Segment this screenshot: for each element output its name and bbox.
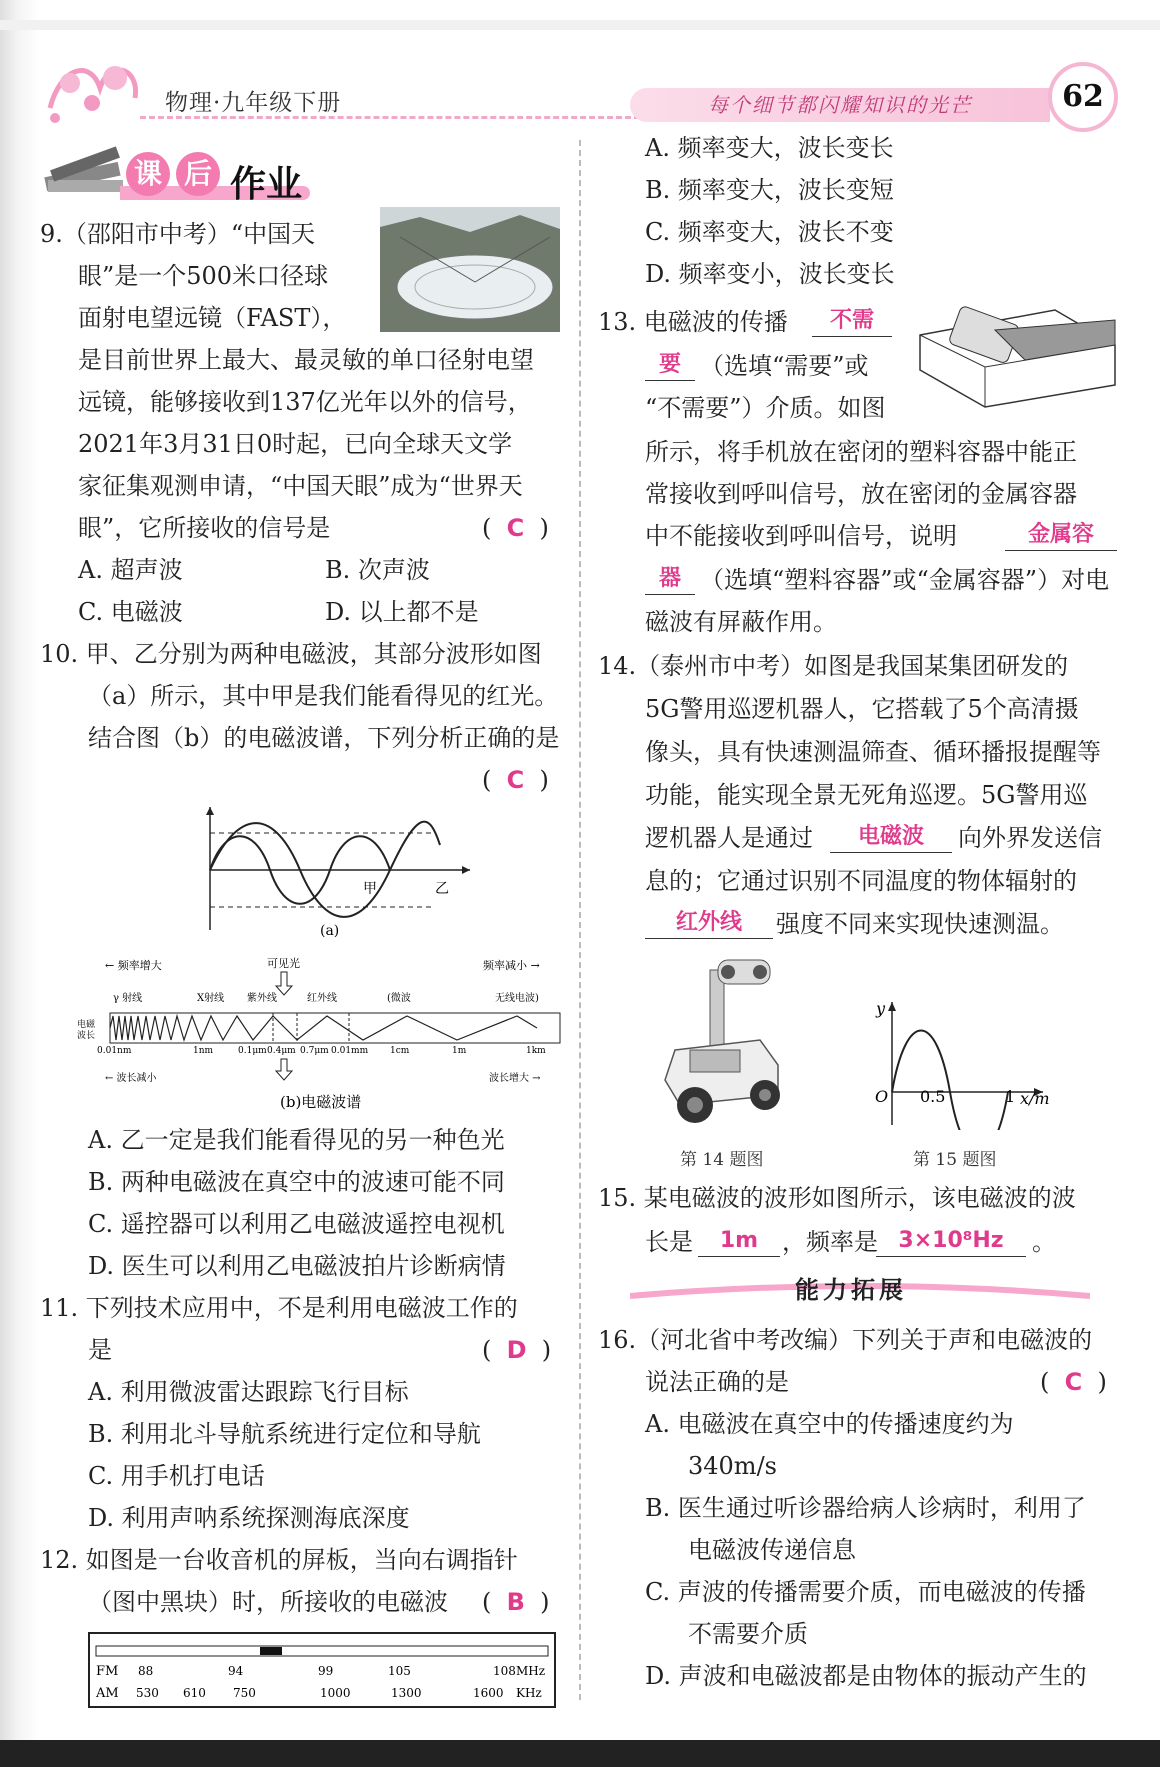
q13-line: 常接收到呼叫信号，放在密闭的金属容器 — [645, 480, 1077, 508]
y-axis-label: y — [876, 1000, 886, 1018]
q13-answer-2a: 金属容 — [1005, 520, 1117, 551]
tick: 0.01nm — [97, 1046, 132, 1056]
wave-graph-q15 — [858, 1000, 1058, 1130]
q12-line: 12. 如图是一台收音机的屏板，当向右调指针 — [40, 1546, 518, 1574]
q10-option: C. 遥控器可以利用乙电磁波遥控电视机 — [88, 1210, 505, 1238]
q13-line: （选填“需要”或 — [700, 352, 869, 380]
q12-option: C. 频率变大，波长不变 — [645, 218, 894, 246]
column-divider — [579, 140, 581, 1700]
q13-answer-2b: 器 — [645, 564, 695, 595]
q10-answer: C — [506, 766, 525, 794]
q12-answer-paren: ( B ) — [482, 1588, 550, 1616]
q10-line: （a）所示，其中甲是我们能看得见的红光。 — [88, 682, 559, 710]
fm-label: FM — [96, 1664, 119, 1679]
am-value: 530 — [136, 1686, 159, 1700]
tick: 1cm — [390, 1046, 410, 1056]
q11-option: A. 利用微波雷达跟踪飞行目标 — [88, 1378, 409, 1406]
q15-answer-2: 3×10⁸Hz — [876, 1226, 1026, 1257]
tick-half: 0.5 — [920, 1087, 946, 1106]
q12-line: （图中黑块）时，所接收的电磁波 — [88, 1588, 448, 1616]
q11-answer-paren: ( D ) — [482, 1336, 552, 1364]
q13-line: （选填“塑料容器”或“金属容器”）对电 — [700, 566, 1110, 594]
section-circle-2: 后 — [176, 152, 220, 196]
tick: 0.7μm — [300, 1046, 329, 1056]
q9-line: 是目前世界上最大、最灵敏的单口径射电望 — [78, 346, 534, 374]
q16-option-cont: 不需要介质 — [688, 1620, 808, 1648]
ability-title: 能力拓展 — [795, 1276, 907, 1304]
q16-line: 说法正确的是 — [645, 1368, 789, 1396]
q16-option: D. 声波和电磁波都是由物体的振动产生的 — [645, 1662, 1087, 1690]
q11-option: C. 用手机打电话 — [88, 1462, 265, 1490]
q9-option: B. 次声波 — [325, 556, 430, 584]
q14-line: 功能，能实现全景无死角巡逻。5G警用巡 — [645, 781, 1088, 809]
fm-value: 105 — [388, 1664, 411, 1678]
q16-option: A. 电磁波在真空中的传播速度约为 — [645, 1410, 1014, 1438]
am-value: 1000 — [320, 1686, 351, 1700]
q13-line: 磁波有屏蔽作用。 — [645, 608, 837, 636]
tick: 0.4μm — [267, 1046, 296, 1056]
band-gamma: γ 射线 — [113, 993, 143, 1004]
q10-option: D. 医生可以利用乙电磁波拍片诊断病情 — [88, 1252, 506, 1280]
q12-option: A. 频率变大，波长变长 — [645, 134, 894, 162]
q13-line: 中不能接收到呼叫信号，说明 — [645, 522, 957, 550]
wave-figure-a — [195, 805, 475, 945]
q14-line: 像头，具有快速测温筛查、循环播报提醒等 — [645, 738, 1101, 766]
q10-option: B. 两种电磁波在真空中的波速可能不同 — [88, 1168, 505, 1196]
q12-option: D. 频率变小，波长变长 — [645, 260, 895, 288]
q14-answer-1: 电磁波 — [830, 822, 952, 853]
tick: 1km — [526, 1046, 546, 1056]
q13-answer-1b: 要 — [645, 350, 695, 381]
q10-line: 结合图（b）的电磁波谱，下列分析正确的是 — [88, 724, 560, 752]
q9-line: 家征集观测申请，“中国天眼”成为“世界天 — [78, 472, 523, 500]
radio-dial-panel — [88, 1632, 556, 1708]
q14-line: 向外界发送信 — [958, 824, 1102, 852]
tuning-pointer — [260, 1647, 282, 1655]
fm-value: 99 — [318, 1664, 334, 1678]
fig15-caption: 第 15 题图 — [913, 1150, 997, 1170]
band-ir: 红外线 — [307, 993, 337, 1004]
q13-line: “不需要”）介质。如图 — [645, 394, 886, 422]
wave-label-yi: 乙 — [435, 881, 449, 897]
header-motto: 每个细节都闪耀知识的光芒 — [630, 88, 1050, 122]
q12-answer: B — [506, 1588, 525, 1616]
q9-answer-paren: ( C ) — [482, 514, 549, 542]
wavelength-decrease-label: ← 波长减小 — [105, 1073, 157, 1084]
q15-line: 。 — [1032, 1228, 1056, 1256]
q11-line: 是 — [88, 1336, 112, 1364]
q9-option: C. 电磁波 — [78, 598, 183, 626]
q9-option: A. 超声波 — [78, 556, 183, 584]
q9-option: D. 以上都不是 — [325, 598, 479, 626]
band-microwave: (微波 — [387, 993, 411, 1004]
section-circle-1: 课 — [126, 152, 170, 196]
q13-answer-1a: 不需 — [812, 306, 892, 337]
wavelength-axis-label: 电磁 — [77, 1020, 96, 1030]
flower-decoration-icon — [40, 48, 150, 128]
q11-option: B. 利用北斗导航系统进行定位和导航 — [88, 1420, 481, 1448]
q15-line: 长是 — [645, 1228, 693, 1256]
khz-label: KHz — [516, 1686, 542, 1700]
tick: 0.01mm — [331, 1046, 369, 1056]
q16-option-cont: 电磁波传递信息 — [688, 1536, 856, 1564]
am-value: 750 — [233, 1686, 256, 1700]
book-title: 物理·九年级下册 — [165, 90, 342, 116]
q9-line: 眼”，它所接收的信号是 — [78, 514, 331, 542]
q9-line: 眼”是一个500米口径球 — [78, 262, 329, 290]
origin-label: O — [875, 1087, 889, 1106]
q16-option: C. 声波的传播需要介质，而电磁波的传播 — [645, 1578, 1086, 1606]
x-axis-label: x/m — [1020, 1089, 1050, 1108]
q14-line: 14.（泰州市中考）如图是我国某集团研发的 — [598, 652, 1069, 680]
q11-option: D. 利用声呐系统探测海底深度 — [88, 1504, 410, 1532]
q10-answer-paren: ( C ) — [482, 766, 549, 794]
q9-line: 远镜，能够接收到137亿光年以外的信号， — [78, 388, 532, 416]
header-dash — [140, 116, 640, 119]
tick: 0.1μm — [238, 1046, 267, 1056]
q10-option: A. 乙一定是我们能看得见的另一种色光 — [88, 1126, 505, 1154]
q14-line: 5G警用巡逻机器人，它搭载了5个高清摄 — [645, 695, 1079, 723]
q10-line: 10. 甲、乙分别为两种电磁波，其部分波形如图 — [40, 640, 542, 668]
q14-line: 逻机器人是通过 — [645, 824, 813, 852]
am-value: 1300 — [391, 1686, 422, 1700]
am-label: AM — [96, 1686, 119, 1701]
q16-line: 16.（河北省中考改编）下列关于声和电磁波的 — [598, 1326, 1093, 1354]
q13-line: 所示，将手机放在密闭的塑料容器中能正 — [645, 438, 1077, 466]
section-title: 作业 — [230, 164, 303, 205]
q11-line: 11. 下列技术应用中，不是利用电磁波工作的 — [40, 1294, 518, 1322]
band-uv: 紫外线 — [247, 993, 277, 1004]
em-spectrum-figure-b — [75, 955, 565, 1115]
visible-light-label: 可见光 — [267, 957, 300, 970]
bottom-bar — [0, 1740, 1160, 1767]
page-number: 62 — [1048, 62, 1118, 132]
q9-line: 9.（邵阳市中考）“中国天 — [40, 220, 316, 248]
top-strip — [0, 20, 1160, 30]
q16-answer-paren: ( C ) — [1040, 1368, 1107, 1396]
fast-telescope-photo — [380, 207, 560, 332]
fig-a-caption: (a) — [320, 923, 340, 939]
q15-line: ，频率是 — [782, 1228, 878, 1256]
fm-value: 88 — [138, 1664, 154, 1678]
wavelength-increase-label: 波长增大 → — [489, 1073, 541, 1084]
band-xray: X射线 — [197, 993, 225, 1004]
freq-decrease-label: 频率减小 → — [483, 959, 540, 972]
am-value: 610 — [183, 1686, 206, 1700]
q13-line: 13. 电磁波的传播 — [598, 308, 788, 336]
tick: 1m — [452, 1046, 467, 1056]
fm-value: 94 — [228, 1664, 244, 1678]
q9-answer: C — [506, 514, 525, 542]
fig-b-caption: (b)电磁波谱 — [280, 1093, 362, 1111]
tick: 1nm — [193, 1046, 214, 1056]
q12-option: B. 频率变大，波长变短 — [645, 176, 894, 204]
band-radio: 无线电波) — [495, 993, 539, 1004]
mhz-label: MHz — [516, 1664, 546, 1678]
q15-line: 15. 某电磁波的波形如图所示，该电磁波的波 — [598, 1184, 1076, 1212]
q15-answer-1: 1m — [698, 1226, 780, 1257]
q11-answer: D — [506, 1336, 527, 1364]
patrol-robot-image — [660, 955, 790, 1130]
q16-option: B. 医生通过听诊器给病人诊病时，利用了 — [645, 1494, 1086, 1522]
books-icon — [40, 140, 130, 200]
svg-text:波长: 波长 — [77, 1031, 96, 1041]
q9-line: 2021年3月31日0时起，已向全球天文学 — [78, 430, 513, 458]
q14-line: 强度不同来实现快速测温。 — [776, 910, 1064, 938]
q16-answer: C — [1064, 1368, 1083, 1396]
fm-value: 108 — [493, 1664, 516, 1678]
wave-label-jia: 甲 — [363, 881, 377, 897]
q16-option-cont: 340m/s — [688, 1452, 777, 1480]
phone-container-figure — [915, 305, 1120, 410]
q9-line: 面射电望远镜（FAST）， — [78, 304, 347, 332]
freq-increase-label: ← 频率增大 — [105, 959, 162, 972]
q14-answer-2: 红外线 — [645, 908, 773, 939]
q14-line: 息的；它通过识别不同温度的物体辐射的 — [645, 867, 1077, 895]
fig14-caption: 第 14 题图 — [680, 1150, 764, 1170]
tick-one: 1 — [1005, 1087, 1016, 1106]
am-value: 1600 — [473, 1686, 504, 1700]
